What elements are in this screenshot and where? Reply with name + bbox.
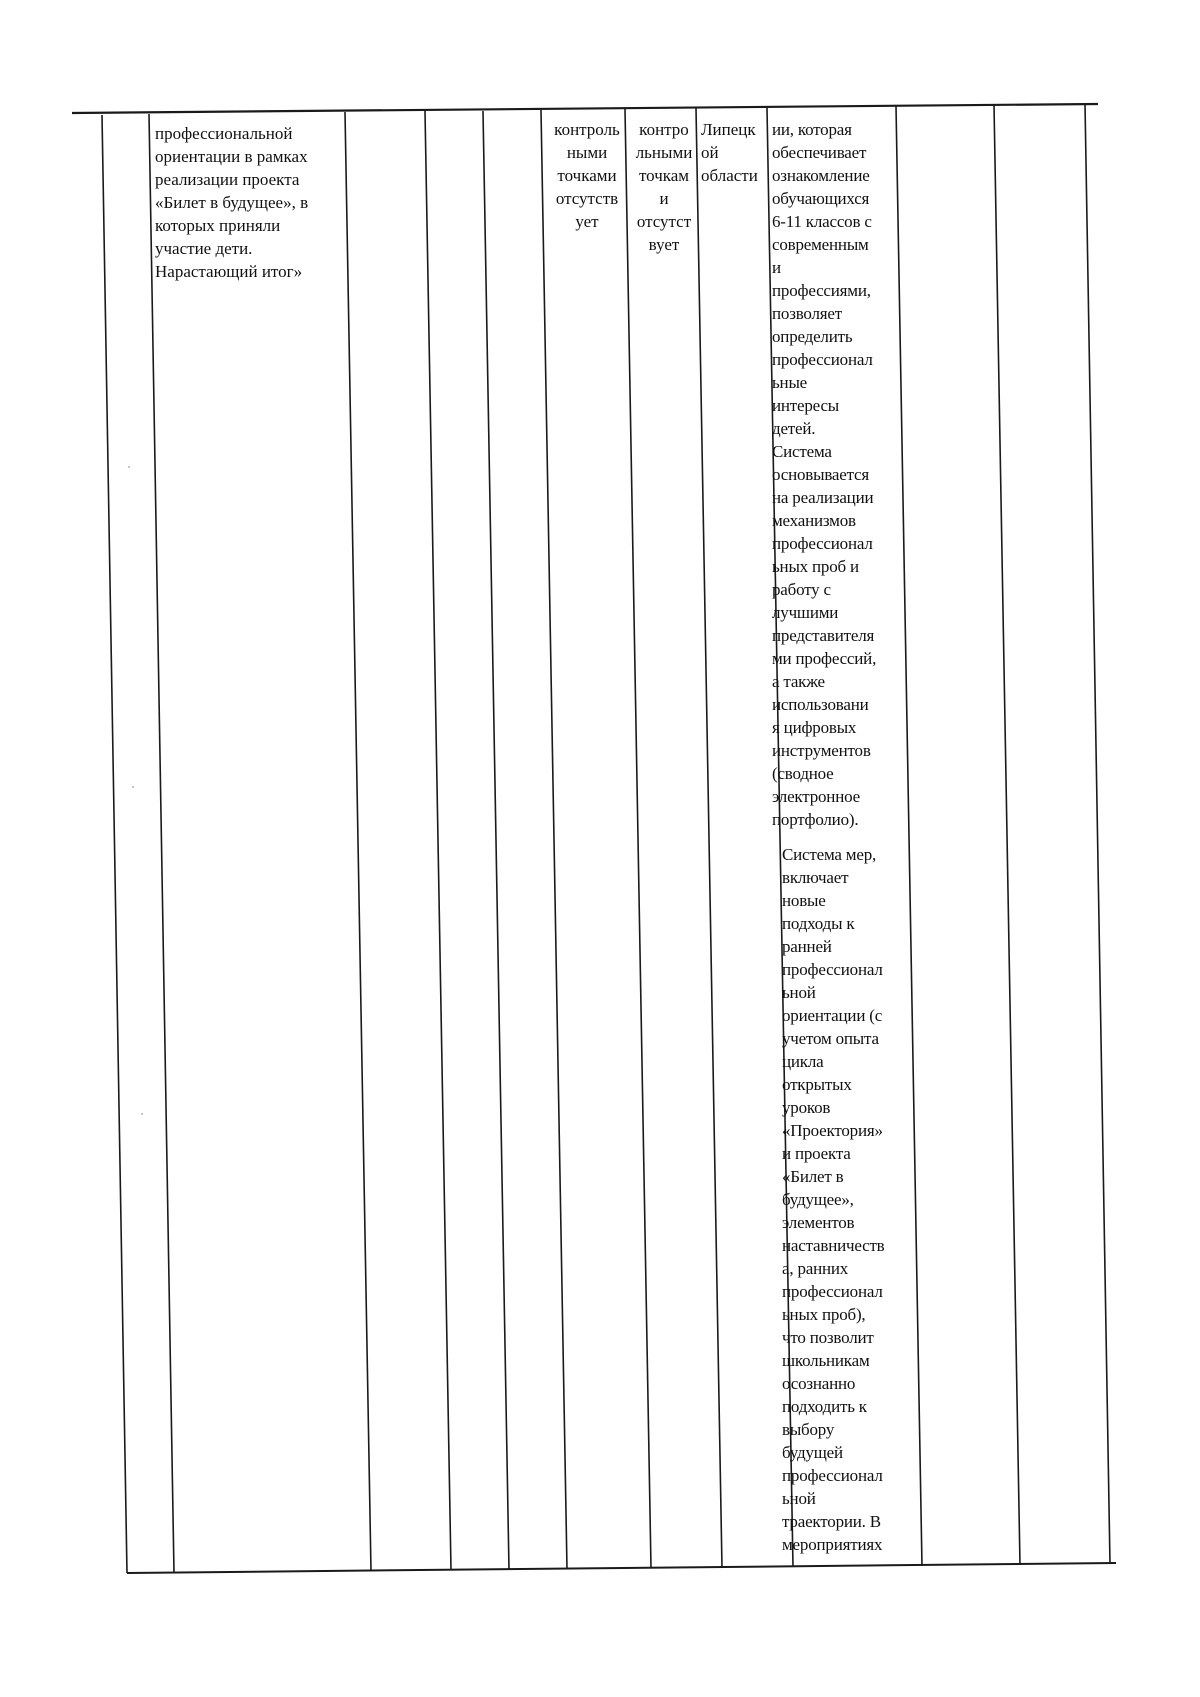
scan-speck — [141, 1113, 143, 1115]
scan-speck — [132, 786, 134, 788]
scan-speck — [128, 466, 130, 468]
description-cell: ии, которая обеспечивает ознакомление обучающихся 6-11 классов с современным и профессиями, позволяет определить профессионал ьные интересы детей. Система основывается на реализации механизмов профессионал ьных проб и работу с лучшими представителя ми профессий, а также использовани я цифровых инструментов (сводное электронное портфолио). — [772, 120, 877, 829]
column-rule — [149, 114, 174, 1573]
column-rule — [345, 112, 371, 1571]
column-rule — [483, 111, 509, 1570]
column-rule — [102, 115, 127, 1573]
description-cell-continued: Система мер, включает новые подходы к ранней профессионал ьной ориентации (с учетом опыта цикла открытых уроков «Проектория» и проекта «Билет в будущее», элементов наставничеств а, ранних профессионал ьных проб), что позволит школьникам осознанно подходить к выбору будущей профессионал ьной траектории. В мероприятиях — [782, 845, 885, 1554]
column-rule — [425, 111, 451, 1570]
control-points-cell: контро льными точкам и отсутст вует — [635, 120, 693, 254]
table-top-border — [72, 104, 1098, 113]
table-bottom-border — [127, 1563, 1116, 1573]
column-rule — [994, 105, 1020, 1565]
indicator-name-cell: профессиональной ориентации в рамках реализации проекта «Билет в будущее», в которых приняли участие дети. Нарастающий итог» — [155, 124, 309, 281]
column-rule — [625, 109, 651, 1568]
column-rule — [696, 108, 722, 1568]
region-cell: Липецк ой области — [701, 120, 758, 185]
column-rule — [541, 110, 567, 1569]
column-rule — [1085, 104, 1110, 1564]
control-points-cell: контроль ными точками отсутств ует — [554, 120, 620, 231]
